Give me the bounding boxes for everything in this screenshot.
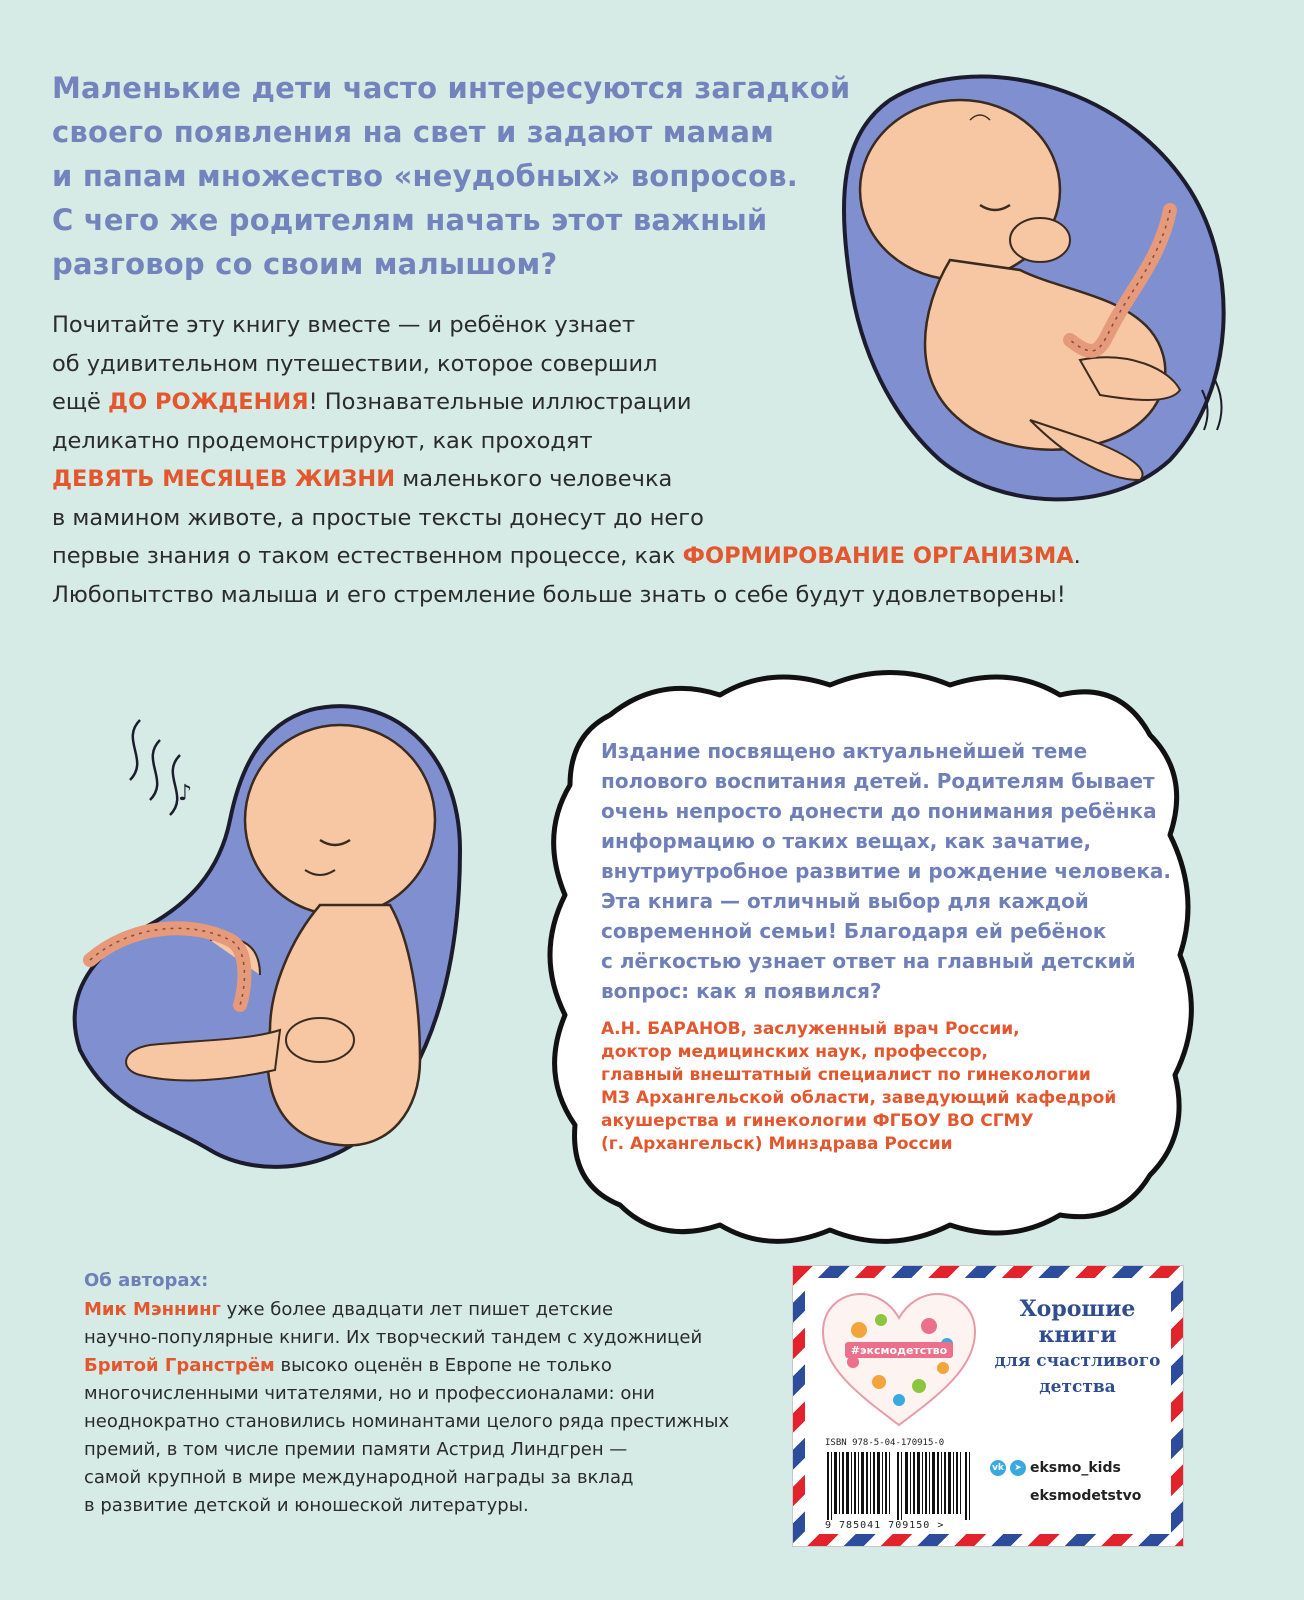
quote-line: информацию о таких вещах, как зачатие,: [601, 829, 1092, 853]
author-line: доктор медицинских наук, профессор,: [601, 1042, 988, 1062]
authors-line: в развитие детской и юношеской литературы.: [84, 1495, 529, 1516]
fetus-illustration-bottom: [60, 690, 580, 1210]
body-line: Любопытство малыша и его стремление больше знать о себе будут удовлетворены!: [52, 581, 1066, 608]
authors-line: неоднократно становились номинантами целого ряда престижных: [84, 1411, 730, 1432]
highlight-nine-months: ДЕВЯТЬ МЕСЯЦЕВ ЖИЗНИ: [52, 466, 396, 492]
quote-line: с лёгкостью узнает ответ на главный детский: [601, 949, 1136, 973]
svg-text:♪: ♪: [178, 781, 193, 806]
authors-line: научно-популярные книги. Их творческий тандем с художницей: [84, 1327, 703, 1348]
slogan-line: книги: [1038, 1322, 1117, 1348]
slogan: [990, 1296, 1165, 1400]
authors-text: [84, 1296, 784, 1520]
author-line: главный внештатный специалист по гинекологии: [601, 1065, 1091, 1085]
social-row: [990, 1482, 1141, 1510]
body-text: .: [1073, 543, 1081, 569]
postcard-inner: [805, 1278, 1171, 1534]
telegram-icon: ➤: [1010, 1460, 1026, 1476]
quote-line: Эта книга — отличный выбор для каждой: [601, 889, 1089, 913]
authors-line: [84, 1296, 784, 1324]
highlight-before-birth: ДО РОЖДЕНИЯ: [108, 389, 309, 415]
publisher-postcard: [792, 1265, 1184, 1547]
highlight-organism: ФОРМИРОВАНИЕ ОРГАНИЗМА: [682, 543, 1074, 569]
barcode-digits: 9 785041 709150 >: [825, 1520, 945, 1531]
body-line: об удивительном путешествии, которое совершил: [52, 350, 658, 377]
body-line: в мамином животе, а простые тексты донесут до него: [52, 504, 704, 531]
quote-line: современной семьи! Благодаря ей ребёнок: [601, 919, 1107, 943]
social-row: [990, 1454, 1141, 1482]
intro-line: разговор со своим малышом?: [52, 247, 558, 281]
author-line: А.Н. БАРАНОВ, заслуженный врач России,: [601, 1019, 1020, 1039]
quote-line: внутриутробное развитие и рождение человека.: [601, 859, 1171, 883]
body-line: деликатно продемонстрируют, как проходят: [52, 427, 593, 454]
quote-text: [601, 736, 1171, 1006]
intro-line: С чего же родителям начать этот важный: [52, 203, 768, 237]
social-handle: eksmo_kids: [1030, 1460, 1121, 1476]
slogan-line: для счастливого: [994, 1351, 1161, 1371]
body-line: [52, 383, 1252, 422]
author-name-granstrom: Бритой Гранстрём: [84, 1355, 275, 1376]
authors-line: премий, в том числе премии памяти Астрид Линдгрен —: [84, 1439, 628, 1460]
social-handle: eksmodetstvo: [1030, 1488, 1142, 1504]
heart-text: #эксмодетство: [850, 1344, 948, 1357]
quote-author: [601, 1018, 1141, 1156]
authors-text-part: уже более двадцати лет пишет детские: [220, 1299, 614, 1320]
barcode: [825, 1452, 975, 1520]
authors-line: самой крупной в мире международной награды за вклад: [84, 1467, 634, 1488]
body-text: первые знания о таком естественном процессе, как: [52, 543, 683, 569]
quote-line: очень непросто донести до понимания ребёнка: [601, 799, 1157, 823]
quote-line: Издание посвящено актуальнейшей теме: [601, 739, 1088, 763]
author-line: МЗ Архангельской области, заведующий кафедрой: [601, 1088, 1117, 1108]
social-links: [990, 1454, 1141, 1510]
intro-line: Маленькие дети часто интересуются загадкой: [52, 71, 851, 105]
intro-line: своего появления на свет и задают мамам: [52, 115, 775, 149]
quote-line: полового воспитания детей. Родителям бывает: [601, 769, 1155, 793]
isbn-label: ISBN 978-5-04-170915-0: [825, 1438, 945, 1448]
author-line: акушерства и гинекологии ФГБОУ ВО СГМУ: [601, 1111, 1034, 1131]
body-line: [52, 460, 1252, 499]
slogan-line: детства: [1039, 1377, 1116, 1397]
vk-icon: vk: [990, 1460, 1006, 1476]
body-text: маленького человечка: [395, 466, 673, 492]
heart-logo: [819, 1290, 979, 1430]
authors-line: многочисленными читателями, но и профессионалами: они: [84, 1383, 655, 1404]
body-text: ! Познавательные иллюстрации: [308, 389, 692, 415]
authors-line: [84, 1352, 784, 1380]
description-paragraph: [52, 306, 1252, 614]
author-line: (г. Архангельск) Минздрава России: [601, 1134, 953, 1154]
body-line: Почитайте эту книгу вместе — и ребёнок узнает: [52, 312, 636, 338]
intro-heading: [52, 66, 852, 286]
authors-heading: Об авторах:: [84, 1270, 209, 1291]
slogan-line: Хорошие: [1019, 1296, 1136, 1322]
authors-text-part: высоко оценён в Европе не только: [274, 1355, 612, 1376]
body-text: ещё: [52, 389, 109, 415]
body-line: [52, 537, 1252, 576]
author-name-manning: Мик Мэннинг: [84, 1299, 221, 1320]
quote-line: вопрос: как я появился?: [601, 979, 882, 1003]
intro-line: и папам множество «неудобных» вопросов.: [52, 159, 798, 193]
